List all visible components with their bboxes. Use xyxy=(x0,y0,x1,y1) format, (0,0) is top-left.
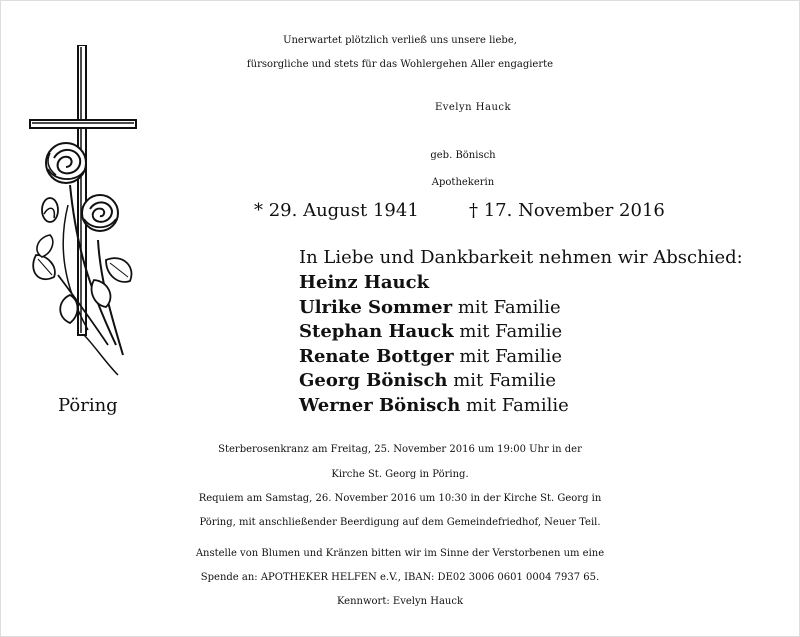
deceased-name: Evelyn Hauck xyxy=(434,102,512,113)
profession: Apothekerin xyxy=(431,177,495,188)
intro-line-1: Unerwartet plötzlich verließ uns unsere liebe, xyxy=(283,35,517,46)
mourner-name: Ulrike Sommer xyxy=(299,297,453,318)
requiem-line-1: Requiem am Samstag, 26. November 2016 um 10:30 in der Kirche St. Georg in xyxy=(198,493,602,504)
donation-line-1: Anstelle von Blumen und Kränzen bitten wir im Sinne der Verstorbenen um eine xyxy=(195,548,605,559)
mourner-row xyxy=(299,395,569,417)
maiden-name: geb. Bönisch xyxy=(430,150,496,161)
mourner-suffix: mit Familie xyxy=(466,395,569,416)
mourner-name: Stephan Hauck xyxy=(299,321,454,342)
mourner-row xyxy=(299,370,556,392)
mourner-name: Heinz Hauck xyxy=(299,272,430,293)
mourner-suffix: mit Familie xyxy=(453,370,557,391)
birth-date: * 29. August 1941 xyxy=(254,200,419,221)
rosary-line-1: Sterberosenkranz am Freitag, 25. November 2016 um 19:00 Uhr in der xyxy=(218,444,582,455)
mourner-suffix: mit Familie xyxy=(459,321,563,342)
death-date: † 17. November 2016 xyxy=(469,200,665,221)
intro-line-2: fürsorgliche und stets für das Wohlergehen Aller engagierte xyxy=(246,59,554,70)
rosary-line-2: Kirche St. Georg in Pöring. xyxy=(331,469,469,480)
mourner-name: Renate Bottger xyxy=(299,346,454,367)
mourner-name: Werner Bönisch xyxy=(299,395,461,416)
mourner-suffix: mit Familie xyxy=(457,297,561,318)
mourner-row xyxy=(299,297,561,319)
mourner-suffix: mit Familie xyxy=(459,346,563,367)
mourner-row xyxy=(299,272,429,294)
mourner-name: Georg Bönisch xyxy=(299,370,448,391)
mourner-row xyxy=(299,321,562,343)
donation-line-2: Spende an: APOTHEKER HELFEN e.V., IBAN: DE02 3006 0601 0004 7937 65. xyxy=(200,572,600,583)
cross-with-roses-icon xyxy=(28,45,138,385)
mourner-row xyxy=(299,346,562,368)
farewell-text: In Liebe und Dankbarkeit nehmen wir Abschied: xyxy=(299,247,743,268)
location: Pöring xyxy=(58,395,118,416)
requiem-line-2: Pöring, mit anschließender Beerdigung auf dem Gemeindefriedhof, Neuer Teil. xyxy=(199,517,601,528)
donation-line-3: Kennwort: Evelyn Hauck xyxy=(336,596,464,607)
